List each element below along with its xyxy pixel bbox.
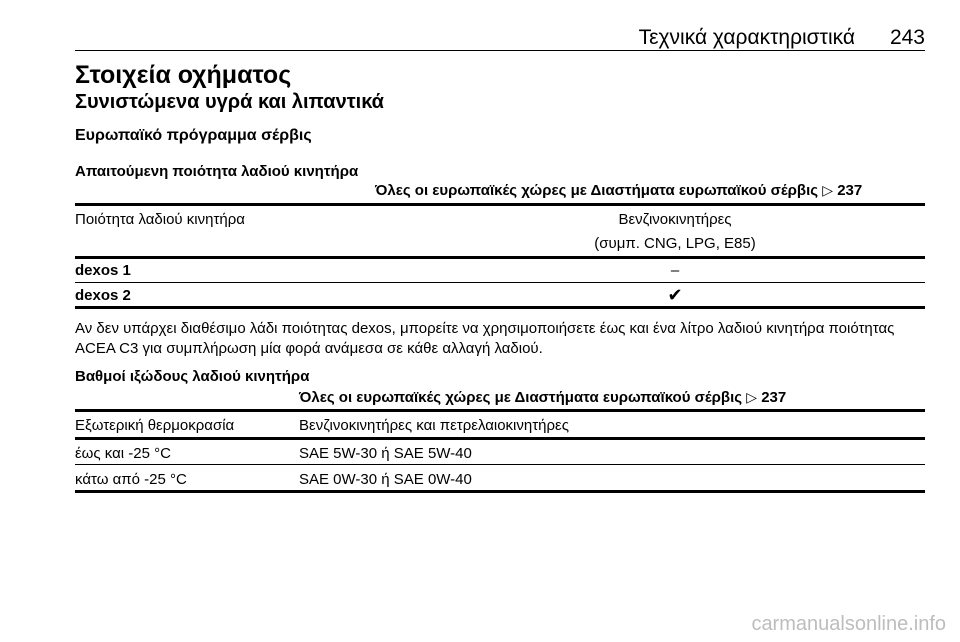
viscosity-row-temp: έως και -25 °C: [75, 445, 171, 462]
viscosity-row-grade: SAE 5W-30 ή SAE 5W-40: [299, 445, 472, 462]
viscosity-col2-header: Βενζινοκινητήρες και πετρελαιοκινητήρες: [299, 417, 569, 434]
viscosity-row-grade: SAE 0W-30 ή SAE 0W-40: [299, 471, 472, 488]
table-rule: [75, 437, 925, 440]
viscosity-col1-header: Εξωτερική θερμοκρασία: [75, 417, 235, 434]
oil-quality-caption-text: Όλες οι ευρωπαϊκές χώρες με Διαστήματα ευρωπαϊκού σέρβις: [375, 182, 819, 199]
viscosity-caption: [299, 389, 786, 406]
oil-quality-col1-header: Ποιότητα λαδιού κινητήρα: [75, 211, 245, 228]
viscosity-caption-ref[interactable]: 237: [761, 389, 787, 406]
table-rule: [75, 256, 925, 259]
table-rule: [75, 203, 925, 206]
oil-quality-row-label: dexos 1: [75, 262, 131, 279]
oil-quality-col2-header-line1: Βενζινοκινητήρες: [618, 211, 732, 228]
program-title: Ευρωπαϊκό πρόγραμμα σέρβις: [75, 127, 312, 144]
right-arrow-outline-icon[interactable]: ▷: [822, 182, 834, 198]
oil-quality-row-label: dexos 2: [75, 287, 131, 304]
viscosity-caption-text: Όλες οι ευρωπαϊκές χώρες με Διαστήματα ευρωπαϊκού σέρβις: [299, 389, 743, 406]
section-title: Στοιχεία οχήματος: [75, 61, 292, 89]
oil-quality-caption-ref[interactable]: 237: [837, 182, 863, 199]
right-arrow-outline-icon[interactable]: ▷: [746, 389, 758, 405]
subsection-title: Συνιστώμενα υγρά και λιπαντικά: [75, 91, 384, 113]
table-rule: [75, 490, 925, 493]
table-rule: [75, 282, 925, 283]
table-rule: [75, 306, 925, 309]
oil-quality-heading: Απαιτούμενη ποιότητα λαδιού κινητήρα: [75, 163, 359, 180]
viscosity-row-temp: κάτω από -25 °C: [75, 471, 187, 488]
oil-quality-col2-header-line2: (συμπ. CNG, LPG, E85): [594, 235, 756, 252]
table-rule: [75, 464, 925, 465]
body-paragraph: Αν δεν υπάρχει διαθέσιμο λάδι ποιότητας dexos, μπορείτε να χρησιμοποιήσετε έως και ένα λίτρο λαδιού κινητήρα ποιότητας ACEA C3 για συμπλήρωση μία φορά ανάμεσα σε κάθε αλλαγή λαδιού.: [75, 320, 895, 357]
oil-quality-caption: [375, 182, 862, 199]
manual-page: [75, 0, 925, 642]
table-rule: [75, 409, 925, 412]
oil-quality-row-value: –: [670, 262, 680, 279]
header-title: Τεχνικά χαρακτηριστικά: [638, 26, 855, 49]
viscosity-heading: Βαθμοί ιξώδους λαδιού κινητήρα: [75, 368, 310, 385]
page-header: [75, 26, 925, 51]
checkmark-icon: ✔: [667, 285, 683, 305]
watermark: carmanualsonline.info: [751, 613, 946, 635]
page-number: 243: [889, 26, 925, 49]
